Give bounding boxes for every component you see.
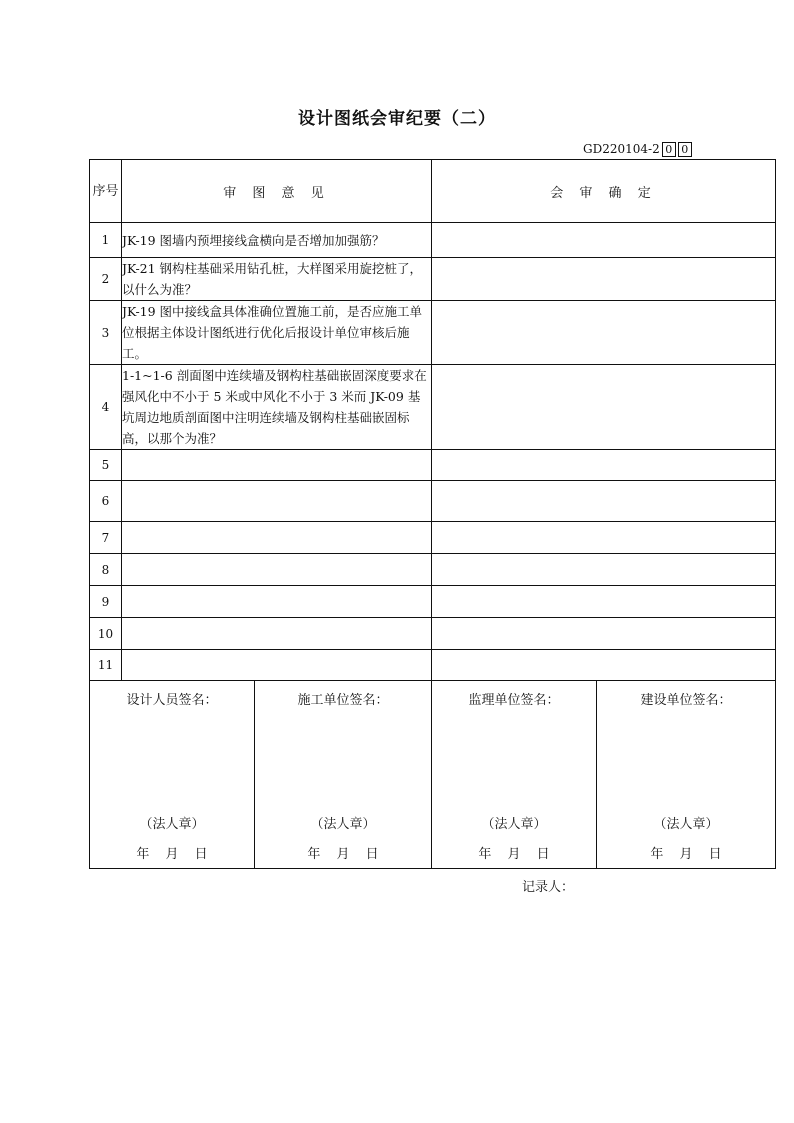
legal-seal-label: （法人章） (481, 817, 547, 832)
row-number: 6 (90, 481, 122, 522)
signature-cell-design[interactable] (90, 681, 255, 869)
table-row (90, 365, 776, 450)
header-opinion: 审 图 意 见 (122, 160, 432, 223)
date-label: 年 月 日 (478, 847, 550, 862)
row-number: 11 (90, 650, 122, 681)
row-opinion[interactable] (122, 522, 432, 554)
recorder-label: 记录人： (522, 880, 575, 895)
row-opinion[interactable] (122, 618, 432, 650)
row-opinion[interactable] (122, 650, 432, 681)
date-label: 年 月 日 (136, 847, 208, 862)
row-confirm[interactable] (432, 481, 776, 522)
row-confirm[interactable] (432, 522, 776, 554)
row-number: 7 (90, 522, 122, 554)
page-title: 设计图纸会审纪要（二） (298, 109, 496, 129)
signature-label: 设计人员签名： (126, 693, 218, 708)
row-number: 10 (90, 618, 122, 650)
table-row (90, 450, 776, 481)
row-number: 8 (90, 554, 122, 586)
row-opinion[interactable] (122, 554, 432, 586)
row-confirm[interactable] (432, 450, 776, 481)
table-header-row (90, 160, 776, 223)
document-code-box: 0 (678, 142, 692, 157)
row-confirm[interactable] (432, 223, 776, 258)
table-row (90, 586, 776, 618)
row-confirm[interactable] (432, 618, 776, 650)
document-code-box: 0 (662, 142, 676, 157)
row-confirm[interactable] (432, 554, 776, 586)
signature-label: 监理单位签名： (468, 693, 560, 708)
header-seq: 序号 (90, 160, 122, 223)
document-code (583, 142, 692, 157)
table-row (90, 522, 776, 554)
row-opinion: 1-1~1-6 剖面图中连续墙及钢构柱基础嵌固深度要求在强风化中不小于 5 米或中风化不小于 3 米而 JK-09 基坑周边地质剖面图中注明连续墙及钢构柱基础嵌固标高，以那个为准？ (122, 365, 432, 450)
table-row (90, 650, 776, 681)
row-confirm[interactable] (432, 301, 776, 365)
table-row (90, 258, 776, 301)
table-row (90, 481, 776, 522)
legal-seal-label: （法人章） (653, 817, 719, 832)
document-code-prefix: GD220104-2 (583, 142, 660, 156)
date-label: 年 月 日 (650, 847, 722, 862)
signature-label: 建设单位签名： (640, 693, 732, 708)
signature-label: 施工单位签名： (297, 693, 389, 708)
table-row (90, 223, 776, 258)
row-number: 3 (90, 301, 122, 365)
row-confirm[interactable] (432, 365, 776, 450)
row-confirm[interactable] (432, 258, 776, 301)
legal-seal-label: （法人章） (139, 817, 205, 832)
row-number: 9 (90, 586, 122, 618)
row-confirm[interactable] (432, 650, 776, 681)
table-row (90, 554, 776, 586)
row-opinion[interactable] (122, 586, 432, 618)
header-confirm: 会 审 确 定 (432, 160, 776, 223)
row-opinion: JK-21 钢构柱基础采用钻孔桩，大样图采用旋挖桩了，以什么为准？ (122, 258, 432, 301)
legal-seal-label: （法人章） (310, 817, 376, 832)
signature-cell-supervision[interactable] (432, 681, 597, 869)
table-row (90, 301, 776, 365)
table-row (90, 618, 776, 650)
row-opinion: JK-19 图墙内预埋接线盒横向是否增加加强筋？ (122, 223, 432, 258)
row-number: 4 (90, 365, 122, 450)
signature-cell-owner[interactable] (597, 681, 776, 869)
row-confirm[interactable] (432, 586, 776, 618)
date-label: 年 月 日 (307, 847, 379, 862)
review-table (89, 159, 776, 869)
signature-cell-construction[interactable] (255, 681, 432, 869)
row-number: 1 (90, 223, 122, 258)
row-number: 5 (90, 450, 122, 481)
row-opinion: JK-19 图中接线盒具体准确位置施工前，是否应施工单位根据主体设计图纸进行优化后报设计单位审核后施工。 (122, 301, 432, 365)
row-opinion[interactable] (122, 450, 432, 481)
signature-row (90, 681, 776, 869)
row-opinion[interactable] (122, 481, 432, 522)
row-number: 2 (90, 258, 122, 301)
